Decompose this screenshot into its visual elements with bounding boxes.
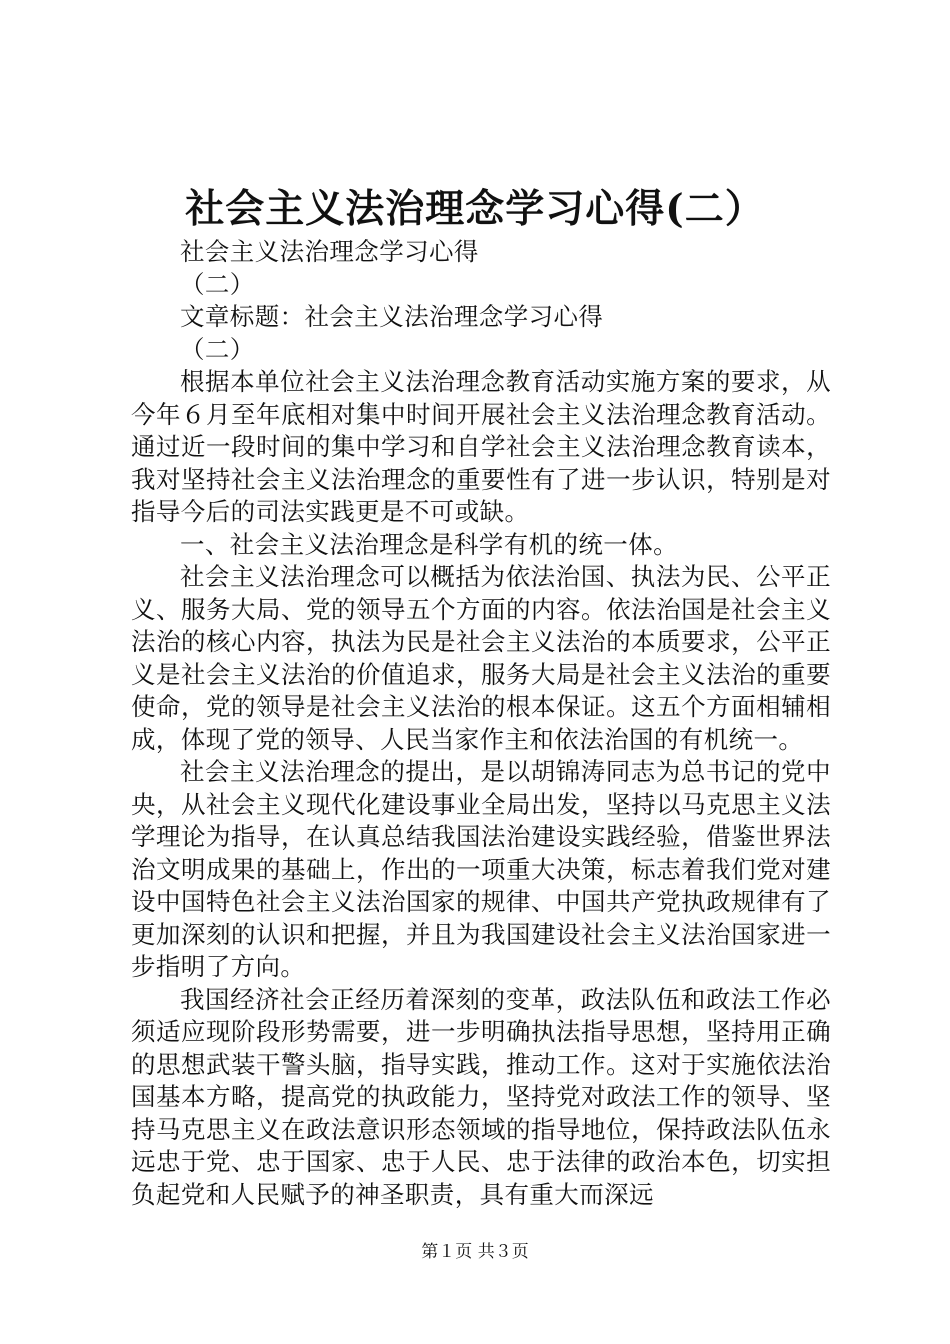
header-line: （二） bbox=[180, 334, 255, 364]
document-body bbox=[131, 236, 831, 1211]
paragraph: 社会主义法治理念的提出，是以胡锦涛同志为总书记的党中央，从社会主义现代化建设事业全局出发，坚持以马克思主义法学理论为指导，在认真总结我国法治建设实践经验，借鉴世界法治文明成果的基础上，作出的一项重大决策，标志着我们党对建设中国特色社会主义法治国家的规律、中国共产党执政规律有了更加深刻的认识和把握，并且为我国建设社会主义法治国家进一步指明了方向。 bbox=[131, 757, 831, 981]
paragraph: 社会主义法治理念可以概括为依法治国、执法为民、公平正义、服务大局、党的领导五个方面的内容。依法治国是社会主义法治的核心内容，执法为民是社会主义法治的本质要求，公平正义是社会主义法治的价值追求，服务大局是社会主义法治的重要使命，党的领导是社会主义法治的根本保证。这五个方面相辅相成，体现了党的领导、人民当家作主和依法治国的有机统一。 bbox=[131, 562, 831, 754]
page-footer: 第１页 共３页 bbox=[421, 1242, 529, 1262]
document-title: 社会主义法治理念学习心得(二） bbox=[185, 186, 765, 232]
header-line: 文章标题：社会主义法治理念学习心得 bbox=[180, 302, 604, 331]
paragraph: 根据本单位社会主义法治理念教育活动实施方案的要求，从今年６月至年底相对集中时间开展社会主义法治理念教育活动。通过近一段时间的集中学习和自学社会主义法治理念教育读本，我对坚持社会主义法治理念的重要性有了进一步认识，特别是对指导今后的司法实践更是不可或缺。 bbox=[131, 367, 831, 526]
section-heading: 一、社会主义法治理念是科学有机的统一体。 bbox=[180, 529, 678, 559]
header-line: （二） bbox=[180, 269, 255, 299]
paragraph: 我国经济社会正经历着深刻的变革，政法队伍和政法工作必须适应现阶段形势需要，进一步明确执法指导思想，坚持用正确的思想武装干警头脑，指导实践，推动工作。这对于实施依法治国基本方略，提高党的执政能力，坚持党对政法工作的领导、坚持马克思主义在政法意识形态领域的指导地位，保持政法队伍永远忠于党、忠于国家、忠于人民、忠于法律的政治本色，切实担负起党和人民赋予的神圣职责，具有重大而深远 bbox=[131, 984, 831, 1209]
header-line: 社会主义法治理念学习心得 bbox=[180, 237, 479, 266]
